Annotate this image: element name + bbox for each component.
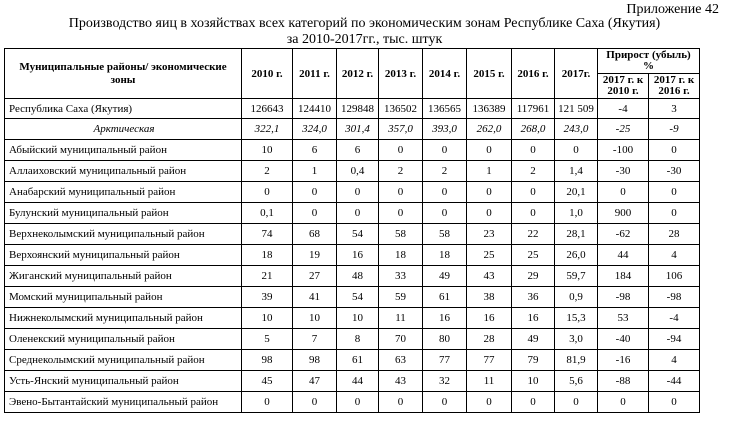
year-value-cell: 136502 bbox=[379, 99, 423, 119]
year-value-cell: 10 bbox=[512, 371, 555, 392]
table-row bbox=[5, 329, 700, 350]
growth-value-cell: -25 bbox=[598, 119, 649, 140]
year-value-cell: 1,0 bbox=[555, 203, 598, 224]
year-value-cell: 70 bbox=[379, 329, 423, 350]
year-value-cell: 0 bbox=[467, 392, 512, 413]
table-row bbox=[5, 371, 700, 392]
year-value-cell: 2 bbox=[242, 161, 293, 182]
region-name-cell: Анабарский муниципальный район bbox=[5, 182, 242, 203]
year-header: 2010 г. bbox=[242, 49, 293, 99]
year-value-cell: 54 bbox=[337, 224, 379, 245]
region-column-header: Муниципальные районы/ экономические зоны bbox=[5, 49, 242, 99]
year-value-cell: 0 bbox=[337, 392, 379, 413]
year-value-cell: 1,4 bbox=[555, 161, 598, 182]
year-value-cell: 5,6 bbox=[555, 371, 598, 392]
year-value-cell: 21 bbox=[242, 266, 293, 287]
year-value-cell: 5 bbox=[242, 329, 293, 350]
year-value-cell: 2 bbox=[379, 161, 423, 182]
year-value-cell: 28 bbox=[467, 329, 512, 350]
growth-value-cell: 28 bbox=[649, 224, 700, 245]
year-header: 2012 г. bbox=[337, 49, 379, 99]
growth-value-cell: -44 bbox=[649, 371, 700, 392]
year-value-cell: 98 bbox=[242, 350, 293, 371]
growth-value-cell: 0 bbox=[598, 392, 649, 413]
growth-value-cell: -30 bbox=[598, 161, 649, 182]
year-header: 2017г. bbox=[555, 49, 598, 99]
year-value-cell: 10 bbox=[293, 308, 337, 329]
year-value-cell: 7 bbox=[293, 329, 337, 350]
year-value-cell: 0 bbox=[293, 392, 337, 413]
table-row bbox=[5, 266, 700, 287]
year-value-cell: 18 bbox=[242, 245, 293, 266]
region-name-cell: Республика Саха (Якутия) bbox=[5, 99, 242, 119]
year-value-cell: 32 bbox=[423, 371, 467, 392]
year-value-cell: 79 bbox=[512, 350, 555, 371]
year-value-cell: 1 bbox=[293, 161, 337, 182]
growth-header: Прирост (убыль) % bbox=[598, 49, 700, 74]
year-value-cell: 16 bbox=[337, 245, 379, 266]
year-value-cell: 23 bbox=[467, 224, 512, 245]
year-value-cell: 0 bbox=[242, 392, 293, 413]
egg-production-table bbox=[4, 48, 700, 413]
year-value-cell: 0 bbox=[379, 140, 423, 161]
year-value-cell: 48 bbox=[337, 266, 379, 287]
year-value-cell: 44 bbox=[337, 371, 379, 392]
growth-value-cell: -30 bbox=[649, 161, 700, 182]
year-value-cell: 136389 bbox=[467, 99, 512, 119]
growth-value-cell: 0 bbox=[649, 140, 700, 161]
table-row bbox=[5, 392, 700, 413]
year-value-cell: 68 bbox=[293, 224, 337, 245]
table-row bbox=[5, 99, 700, 119]
year-value-cell: 74 bbox=[242, 224, 293, 245]
year-value-cell: 301,4 bbox=[337, 119, 379, 140]
growth-value-cell: -4 bbox=[598, 99, 649, 119]
table-row bbox=[5, 245, 700, 266]
table-subtitle: за 2010-2017гг., тыс. штук bbox=[286, 32, 443, 47]
year-value-cell: 0 bbox=[379, 392, 423, 413]
year-value-cell: 268,0 bbox=[512, 119, 555, 140]
year-value-cell: 77 bbox=[467, 350, 512, 371]
growth-value-cell: 0 bbox=[649, 392, 700, 413]
growth-value-cell: 106 bbox=[649, 266, 700, 287]
year-value-cell: 129848 bbox=[337, 99, 379, 119]
year-value-cell: 136565 bbox=[423, 99, 467, 119]
year-value-cell: 2 bbox=[423, 161, 467, 182]
table-row bbox=[5, 119, 700, 140]
region-name-cell: Эвено-Бытантайский муниципальный район bbox=[5, 392, 242, 413]
year-value-cell: 38 bbox=[467, 287, 512, 308]
year-value-cell: 0 bbox=[293, 182, 337, 203]
growth-subheader: 2017 г. к 2016 г. bbox=[649, 74, 700, 99]
year-header: 2011 г. bbox=[293, 49, 337, 99]
year-value-cell: 243,0 bbox=[555, 119, 598, 140]
year-value-cell: 1 bbox=[467, 161, 512, 182]
growth-value-cell: 44 bbox=[598, 245, 649, 266]
region-name-cell: Нижнеколымский муниципальный район bbox=[5, 308, 242, 329]
year-value-cell: 77 bbox=[423, 350, 467, 371]
year-value-cell: 25 bbox=[467, 245, 512, 266]
year-value-cell: 121 509 bbox=[555, 99, 598, 119]
region-name-cell: Верхоянский муниципальный район bbox=[5, 245, 242, 266]
year-value-cell: 81,9 bbox=[555, 350, 598, 371]
year-value-cell: 58 bbox=[379, 224, 423, 245]
growth-value-cell: -98 bbox=[598, 287, 649, 308]
year-value-cell: 0 bbox=[379, 203, 423, 224]
year-value-cell: 0 bbox=[467, 140, 512, 161]
year-value-cell: 41 bbox=[293, 287, 337, 308]
year-value-cell: 0 bbox=[512, 203, 555, 224]
appendix-label: Приложение 42 bbox=[626, 2, 719, 17]
year-value-cell: 58 bbox=[423, 224, 467, 245]
year-header: 2014 г. bbox=[423, 49, 467, 99]
growth-value-cell: 0 bbox=[649, 182, 700, 203]
growth-value-cell: -94 bbox=[649, 329, 700, 350]
table-row bbox=[5, 308, 700, 329]
year-value-cell: 0 bbox=[555, 140, 598, 161]
year-value-cell: 0 bbox=[512, 392, 555, 413]
year-value-cell: 0 bbox=[512, 140, 555, 161]
region-name-cell: Момский муниципальный район bbox=[5, 287, 242, 308]
growth-value-cell: 4 bbox=[649, 245, 700, 266]
year-value-cell: 29 bbox=[512, 266, 555, 287]
year-value-cell: 0 bbox=[555, 392, 598, 413]
year-value-cell: 324,0 bbox=[293, 119, 337, 140]
year-value-cell: 61 bbox=[337, 350, 379, 371]
growth-value-cell: -98 bbox=[649, 287, 700, 308]
year-value-cell: 49 bbox=[512, 329, 555, 350]
year-value-cell: 3,0 bbox=[555, 329, 598, 350]
year-header: 2013 г. bbox=[379, 49, 423, 99]
table-row bbox=[5, 224, 700, 245]
year-value-cell: 0,9 bbox=[555, 287, 598, 308]
table-body bbox=[5, 99, 700, 413]
table-row bbox=[5, 182, 700, 203]
table-row bbox=[5, 161, 700, 182]
growth-value-cell: 4 bbox=[649, 350, 700, 371]
growth-value-cell: -62 bbox=[598, 224, 649, 245]
year-value-cell: 0,1 bbox=[242, 203, 293, 224]
year-value-cell: 59 bbox=[379, 287, 423, 308]
year-value-cell: 117961 bbox=[512, 99, 555, 119]
year-value-cell: 22 bbox=[512, 224, 555, 245]
year-header: 2015 г. bbox=[467, 49, 512, 99]
year-value-cell: 0 bbox=[423, 140, 467, 161]
year-value-cell: 15,3 bbox=[555, 308, 598, 329]
year-value-cell: 27 bbox=[293, 266, 337, 287]
year-value-cell: 6 bbox=[293, 140, 337, 161]
table-row bbox=[5, 287, 700, 308]
growth-value-cell: -100 bbox=[598, 140, 649, 161]
year-value-cell: 0 bbox=[423, 203, 467, 224]
year-value-cell: 43 bbox=[379, 371, 423, 392]
table-row bbox=[5, 203, 700, 224]
year-value-cell: 61 bbox=[423, 287, 467, 308]
year-value-cell: 16 bbox=[467, 308, 512, 329]
year-value-cell: 0 bbox=[337, 203, 379, 224]
region-name-cell: Среднеколымский муниципальный район bbox=[5, 350, 242, 371]
year-value-cell: 0 bbox=[423, 182, 467, 203]
year-value-cell: 39 bbox=[242, 287, 293, 308]
year-value-cell: 20,1 bbox=[555, 182, 598, 203]
growth-value-cell: 0 bbox=[649, 203, 700, 224]
year-value-cell: 10 bbox=[337, 308, 379, 329]
year-value-cell: 28,1 bbox=[555, 224, 598, 245]
year-value-cell: 18 bbox=[423, 245, 467, 266]
year-value-cell: 63 bbox=[379, 350, 423, 371]
growth-value-cell: 900 bbox=[598, 203, 649, 224]
year-value-cell: 2 bbox=[512, 161, 555, 182]
year-value-cell: 8 bbox=[337, 329, 379, 350]
year-value-cell: 45 bbox=[242, 371, 293, 392]
year-value-cell: 18 bbox=[379, 245, 423, 266]
year-value-cell: 0,4 bbox=[337, 161, 379, 182]
year-value-cell: 0 bbox=[379, 182, 423, 203]
year-value-cell: 16 bbox=[512, 308, 555, 329]
region-name-cell: Усть-Янский муниципальный район bbox=[5, 371, 242, 392]
growth-value-cell: -16 bbox=[598, 350, 649, 371]
region-name-cell: Верхнеколымский муниципальный район bbox=[5, 224, 242, 245]
year-value-cell: 54 bbox=[337, 287, 379, 308]
year-value-cell: 49 bbox=[423, 266, 467, 287]
year-value-cell: 6 bbox=[337, 140, 379, 161]
year-value-cell: 0 bbox=[512, 182, 555, 203]
table-row bbox=[5, 140, 700, 161]
year-value-cell: 0 bbox=[242, 182, 293, 203]
year-value-cell: 98 bbox=[293, 350, 337, 371]
year-value-cell: 0 bbox=[467, 182, 512, 203]
year-value-cell: 0 bbox=[337, 182, 379, 203]
region-name-cell: Арктическая bbox=[5, 119, 242, 140]
growth-value-cell: -88 bbox=[598, 371, 649, 392]
year-value-cell: 26,0 bbox=[555, 245, 598, 266]
year-value-cell: 11 bbox=[467, 371, 512, 392]
year-value-cell: 0 bbox=[293, 203, 337, 224]
year-value-cell: 33 bbox=[379, 266, 423, 287]
year-value-cell: 393,0 bbox=[423, 119, 467, 140]
year-value-cell: 10 bbox=[242, 140, 293, 161]
growth-value-cell: -40 bbox=[598, 329, 649, 350]
growth-value-cell: 184 bbox=[598, 266, 649, 287]
region-name-cell: Аллаиховский муниципальный район bbox=[5, 161, 242, 182]
year-value-cell: 47 bbox=[293, 371, 337, 392]
year-value-cell: 262,0 bbox=[467, 119, 512, 140]
growth-value-cell: 0 bbox=[598, 182, 649, 203]
table-row bbox=[5, 350, 700, 371]
region-name-cell: Абыйский муниципальный район bbox=[5, 140, 242, 161]
year-value-cell: 0 bbox=[423, 392, 467, 413]
region-name-cell: Жиганский муниципальный район bbox=[5, 266, 242, 287]
region-name-cell: Булунский муниципальный район bbox=[5, 203, 242, 224]
year-value-cell: 126643 bbox=[242, 99, 293, 119]
growth-value-cell: -4 bbox=[649, 308, 700, 329]
year-value-cell: 36 bbox=[512, 287, 555, 308]
region-name-cell: Оленекский муниципальный район bbox=[5, 329, 242, 350]
growth-subheader: 2017 г. к 2010 г. bbox=[598, 74, 649, 99]
year-value-cell: 19 bbox=[293, 245, 337, 266]
year-value-cell: 16 bbox=[423, 308, 467, 329]
year-value-cell: 0 bbox=[467, 203, 512, 224]
growth-value-cell: 3 bbox=[649, 99, 700, 119]
growth-value-cell: -9 bbox=[649, 119, 700, 140]
year-value-cell: 124410 bbox=[293, 99, 337, 119]
year-value-cell: 25 bbox=[512, 245, 555, 266]
year-value-cell: 80 bbox=[423, 329, 467, 350]
year-value-cell: 43 bbox=[467, 266, 512, 287]
year-value-cell: 59,7 bbox=[555, 266, 598, 287]
year-header: 2016 г. bbox=[512, 49, 555, 99]
year-value-cell: 10 bbox=[242, 308, 293, 329]
growth-value-cell: 53 bbox=[598, 308, 649, 329]
year-value-cell: 357,0 bbox=[379, 119, 423, 140]
year-value-cell: 322,1 bbox=[242, 119, 293, 140]
year-value-cell: 11 bbox=[379, 308, 423, 329]
table-title: Производство яиц в хозяйствах всех категорий по экономическим зонам Республике Саха (Якутия) bbox=[68, 16, 661, 31]
